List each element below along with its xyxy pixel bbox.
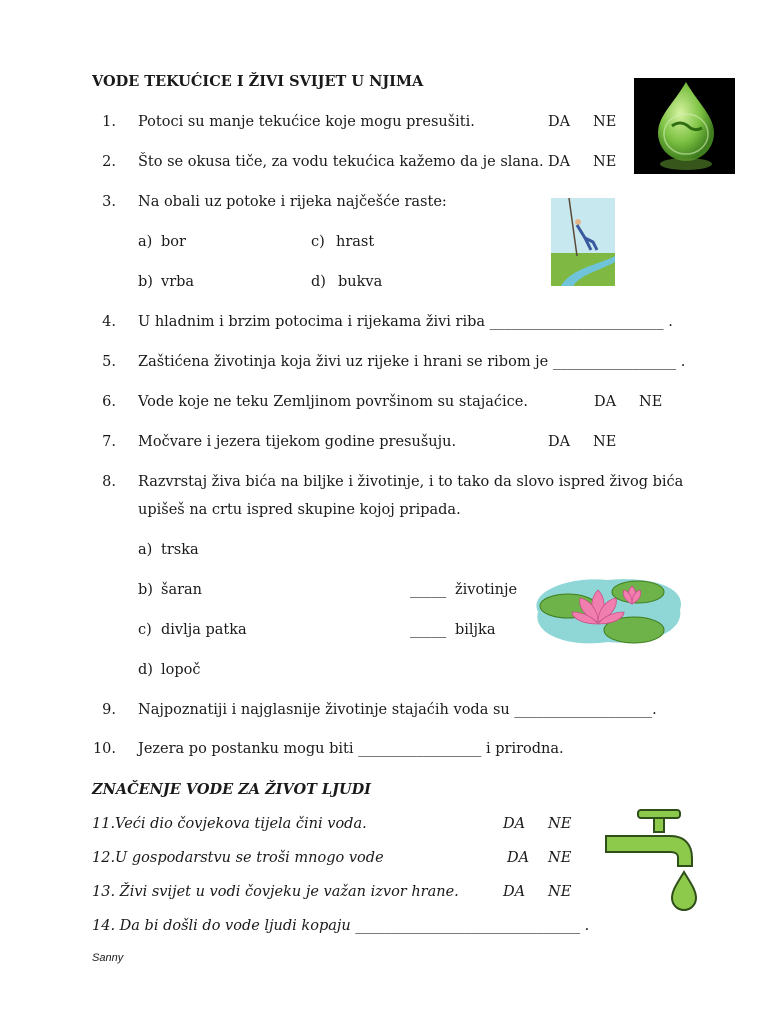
question-number: 2.: [102, 154, 116, 170]
item-text: trska: [161, 542, 199, 558]
option-text[interactable]: vrba: [161, 274, 195, 290]
item-letter: a): [138, 542, 153, 558]
question-3-text: Na obali uz potoke i rijeka najčešće raste:: [138, 194, 447, 210]
item-letter: d): [138, 662, 153, 678]
answer-yes[interactable]: DA: [548, 114, 571, 130]
question-5-text[interactable]: Zaštićena životinja koja živi uz rijeke i hrani se ribom je _________________ .: [138, 354, 686, 370]
answer-yes[interactable]: DA: [594, 394, 617, 410]
question-8-line-2: upišeš na crtu ispred skupine kojoj pripada.: [138, 502, 461, 518]
question-number: 3.: [102, 194, 116, 210]
question-number: 9.: [102, 702, 116, 718]
option-letter: b): [138, 274, 153, 290]
question-8-line-1: Razvrstaj živa bića na biljke i životinje, i to tako da slovo ispred živog bića: [138, 474, 684, 490]
question-10-text[interactable]: Jezera po postanku mogu biti _________________ i prirodna.: [138, 741, 564, 757]
item-text: lopoč: [161, 662, 201, 678]
option-letter: c): [311, 234, 325, 250]
answer-no[interactable]: NE: [548, 884, 572, 900]
option-letter: d): [311, 274, 326, 290]
item-letter: c): [138, 622, 152, 638]
item-letter: b): [138, 582, 153, 598]
question-number: 1.: [102, 114, 116, 130]
water-drop-globe-image: [634, 78, 735, 174]
question-9-text[interactable]: Najpoznatiji i najglasnije životinje stajaćih voda su ___________________.: [138, 702, 657, 718]
answer-no[interactable]: NE: [548, 816, 572, 832]
river-fisherman-image: [551, 198, 615, 286]
answer-no[interactable]: NE: [548, 850, 572, 866]
water-tap-image: [604, 806, 708, 912]
answer-yes[interactable]: DA: [548, 434, 571, 450]
answer-yes[interactable]: DA: [503, 884, 526, 900]
question-number: 10.: [92, 741, 116, 757]
question-6-text: Vode koje ne teku Zemljinom površinom su stajaćice.: [138, 394, 528, 410]
group-label-plants: biljka: [455, 622, 496, 638]
group-blank-animals[interactable]: _____: [410, 582, 447, 598]
answer-no[interactable]: NE: [593, 434, 617, 450]
question-4-text[interactable]: U hladnim i brzim potocima i rijekama živi riba ________________________ .: [138, 314, 673, 330]
water-lily-image: [528, 572, 686, 650]
group-label-animals: životinje: [455, 582, 518, 598]
answer-no[interactable]: NE: [593, 154, 617, 170]
question-1-text: Potoci su manje tekućice koje mogu presušiti.: [138, 114, 475, 130]
section-title-1: VODE TEKUĆICE I ŽIVI SVIJET U NJIMA: [92, 73, 424, 90]
question-2-text: Što se okusa tiče, za vodu tekućica kažemo da je slana.: [138, 154, 544, 170]
section-title-2: ZNAČENJE VODE ZA ŽIVOT LJUDI: [92, 781, 371, 798]
question-number: 8.: [102, 474, 116, 490]
question-13-text: 13. Živi svijet u vodi čovjeku je važan izvor hrane.: [92, 884, 459, 900]
answer-yes[interactable]: DA: [507, 850, 530, 866]
question-12-text: 12.U gospodarstvu se troši mnogo vode: [92, 850, 384, 866]
item-text: divlja patka: [161, 622, 247, 638]
question-14-text[interactable]: 14. Da bi došli do vode ljudi kopaju _______________________________ .: [92, 918, 590, 934]
question-11-text: 11.Veći dio čovjekova tijela čini voda.: [92, 816, 367, 832]
answer-no[interactable]: NE: [593, 114, 617, 130]
group-blank-plants[interactable]: _____: [410, 622, 447, 638]
question-number: 6.: [102, 394, 116, 410]
option-text[interactable]: bor: [161, 234, 186, 250]
question-number: 4.: [102, 314, 116, 330]
footer-author: Sanny: [92, 952, 124, 964]
question-7-text: Močvare i jezera tijekom godine presušuju.: [138, 434, 457, 450]
option-letter: a): [138, 234, 153, 250]
item-text: šaran: [161, 582, 203, 598]
answer-no[interactable]: NE: [639, 394, 663, 410]
option-text[interactable]: bukva: [338, 274, 383, 290]
answer-yes[interactable]: DA: [503, 816, 526, 832]
question-number: 7.: [102, 434, 116, 450]
question-number: 5.: [102, 354, 116, 370]
option-text[interactable]: hrast: [336, 234, 375, 250]
answer-yes[interactable]: DA: [548, 154, 571, 170]
